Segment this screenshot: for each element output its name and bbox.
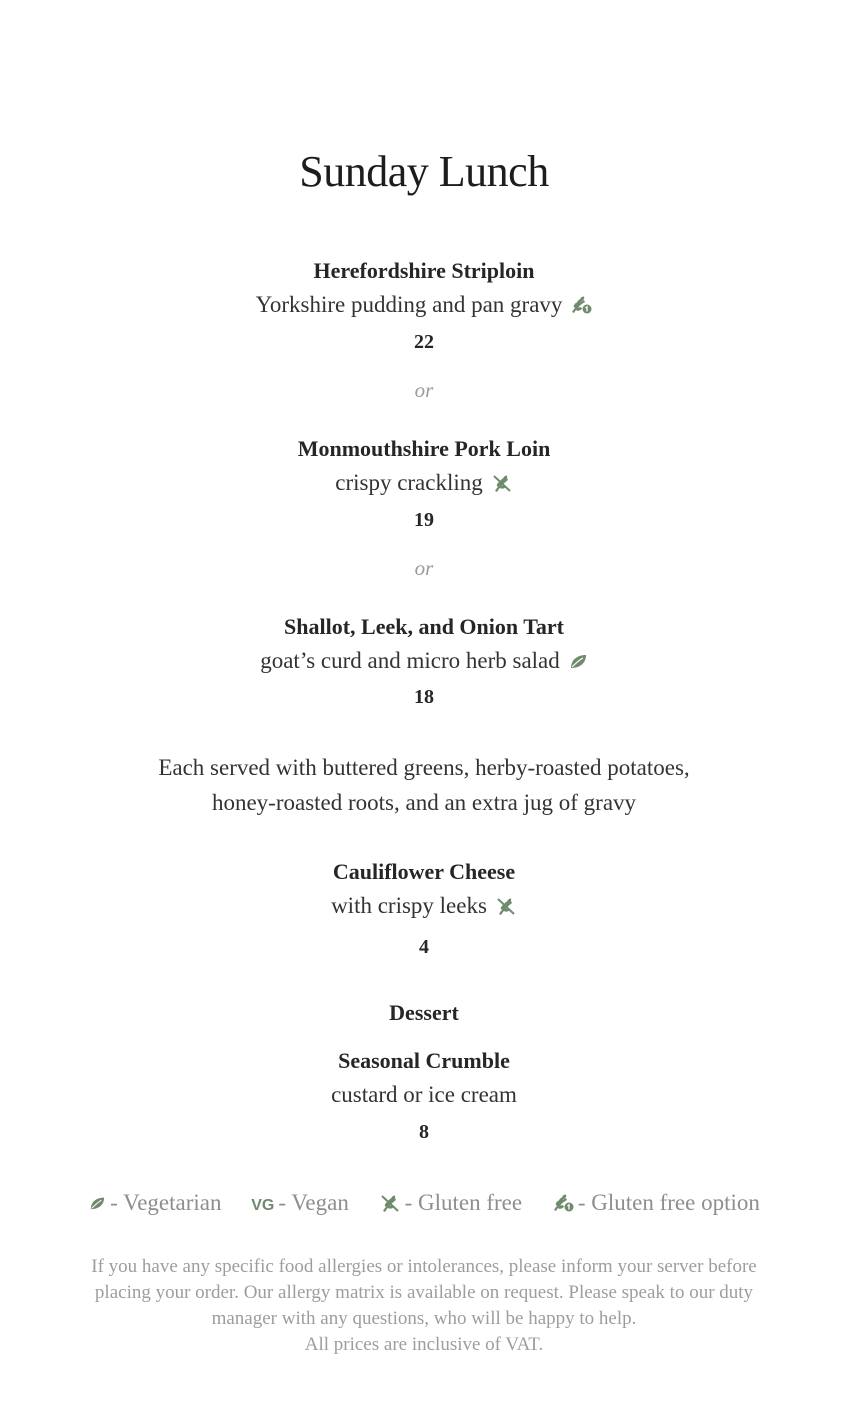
page-title: Sunday Lunch xyxy=(299,147,549,196)
legend-gluten-free: - Gluten free xyxy=(379,1190,523,1216)
legend-vegan: VG - Vegan xyxy=(251,1190,349,1215)
or-separator: or xyxy=(414,378,434,402)
dessert-heading: Dessert xyxy=(389,1000,459,1025)
dish-name: Monmouthshire Pork Loin xyxy=(297,436,551,461)
dessert-price: 8 xyxy=(419,1121,429,1143)
dish-price: 22 xyxy=(414,331,434,353)
dietary-legend xyxy=(0,1190,848,1216)
gluten-free-option-icon xyxy=(552,1193,574,1213)
dish-price: 19 xyxy=(414,509,434,531)
served-with-note: Each served with buttered greens, herby-roasted potatoes, honey-roasted roots, and an extra jug of gravy xyxy=(158,755,690,815)
dessert-name: Seasonal Crumble xyxy=(338,1048,510,1073)
gluten-free-icon xyxy=(495,896,517,916)
dish-name: Shallot, Leek, and Onion Tart xyxy=(284,614,564,639)
dish-description: crispy crackling xyxy=(0,470,848,496)
or-separator: or xyxy=(414,556,434,580)
vegetarian-icon xyxy=(568,652,588,670)
allergy-footer: If you have any specific food allergies or intolerances, please inform your server before placing your order. Our allergy matrix is available on request. Please speak to our duty manager with any questions, who will be happy to help. All prices are inclusive of VAT. xyxy=(91,1256,757,1355)
legend-gluten-free-option: - Gluten free option xyxy=(552,1190,760,1216)
gluten-free-icon xyxy=(379,1193,401,1213)
dish-description: goat’s curd and micro herb salad xyxy=(0,648,848,674)
side-description: with crispy leeks xyxy=(0,893,848,919)
dessert-description: custard or ice cream xyxy=(331,1082,517,1107)
vegetarian-icon xyxy=(88,1195,106,1211)
legend-vegetarian: - Vegetarian xyxy=(88,1190,221,1216)
side-price: 4 xyxy=(419,936,429,958)
gluten-free-icon xyxy=(491,473,513,493)
gluten-free-option-icon xyxy=(570,295,592,315)
dish-description: Yorkshire pudding and pan gravy xyxy=(0,292,848,318)
side-name: Cauliflower Cheese xyxy=(332,859,516,884)
vegan-icon: VG xyxy=(251,1197,275,1214)
dish-price: 18 xyxy=(414,686,434,708)
dish-name: Herefordshire Striploin xyxy=(313,258,535,283)
